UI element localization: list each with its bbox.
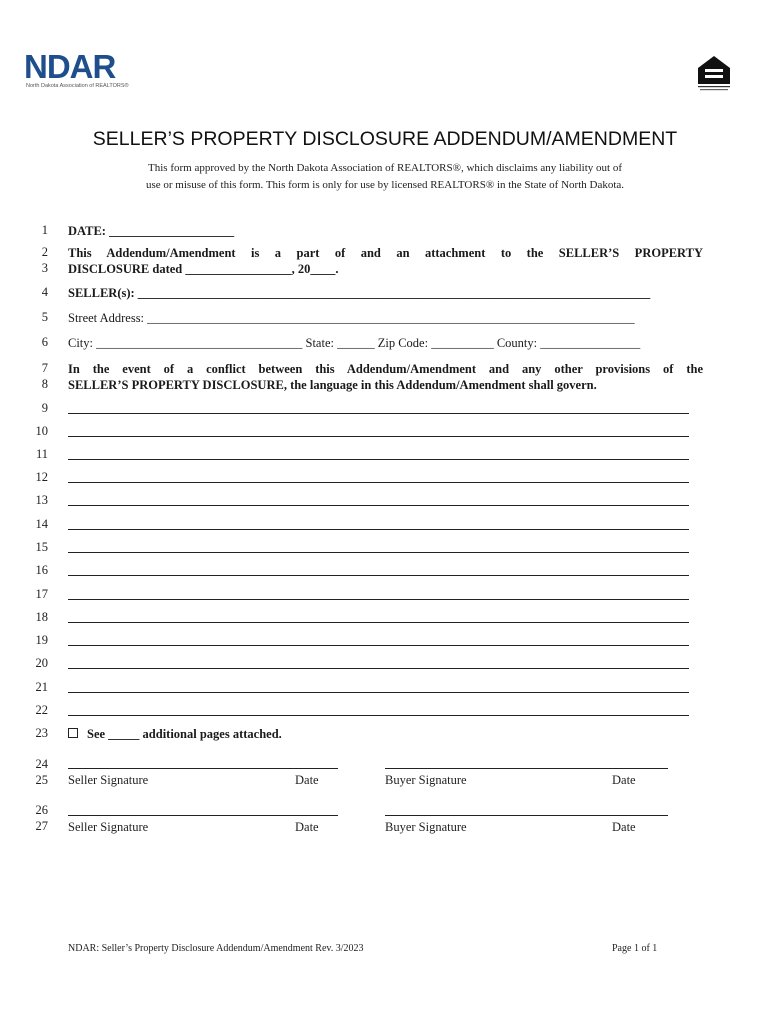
blank-line[interactable] bbox=[68, 459, 689, 460]
logo-subtext: North Dakota Association of REALTORS® bbox=[26, 83, 129, 89]
page-number: Page 1 of 1 bbox=[612, 943, 658, 954]
line-number: 4 bbox=[41, 285, 48, 299]
line-number: 12 bbox=[35, 470, 48, 484]
line-number: 24 bbox=[35, 757, 48, 771]
line-number: 3 bbox=[41, 261, 48, 275]
blank-line[interactable] bbox=[68, 692, 689, 693]
line-number: 5 bbox=[41, 310, 48, 324]
line-number: 26 bbox=[35, 803, 48, 817]
blank-line[interactable] bbox=[68, 575, 689, 576]
line-number: 19 bbox=[35, 633, 48, 647]
line-number: 21 bbox=[35, 680, 48, 694]
blank-line[interactable] bbox=[68, 645, 689, 646]
buyer-signature-label: Buyer Signature bbox=[385, 773, 467, 787]
disclaimer-line-1: This form approved by the North Dakota Association of REALTORS®, which disclaims any liability out of bbox=[148, 162, 622, 174]
blank-line[interactable] bbox=[68, 715, 689, 716]
blank-line[interactable] bbox=[68, 529, 689, 530]
blank-line[interactable] bbox=[68, 668, 689, 669]
footer-form-id: NDAR: Seller’s Property Disclosure Addendum/Amendment Rev. 3/2023 bbox=[68, 943, 364, 954]
disclosure-dated-field[interactable]: DISCLOSURE dated _________________, 20____. bbox=[68, 262, 339, 276]
disclaimer-line-2: use or misuse of this form. This form is only for use by licensed REALTORS® in the State of North Dakota. bbox=[145, 179, 625, 191]
blank-line[interactable] bbox=[68, 599, 689, 600]
date-label: Date bbox=[295, 820, 319, 834]
line-number: 2 bbox=[41, 245, 48, 259]
seller-signature-line-2[interactable] bbox=[68, 815, 338, 816]
buyer-signature-line-1[interactable] bbox=[385, 768, 668, 769]
line-number: 14 bbox=[35, 517, 48, 531]
additional-pages-checkbox[interactable] bbox=[68, 728, 78, 738]
line-number: 20 bbox=[35, 656, 48, 670]
seller-signature-label: Seller Signature bbox=[68, 773, 149, 787]
seller-field[interactable]: SELLER(s): __________________________________________________________________________________ bbox=[68, 286, 651, 300]
additional-pages-row bbox=[68, 726, 703, 742]
buyer-signature-line-2[interactable] bbox=[385, 815, 668, 816]
blank-line[interactable] bbox=[68, 552, 689, 553]
blank-line[interactable] bbox=[68, 436, 689, 437]
line-number: 11 bbox=[35, 447, 48, 461]
conflict-clause-line-1: In the event of a conflict between this Addendum/Amendment and any other provisions of the bbox=[68, 362, 703, 376]
addendum-statement-line-1: This Addendum/Amendment is a part of and an attachment to the SELLER’S PROPERTY bbox=[68, 246, 703, 260]
line-number: 9 bbox=[41, 401, 48, 415]
line-number: 6 bbox=[41, 335, 48, 349]
logo-text: NDAR bbox=[24, 48, 116, 85]
line-number: 8 bbox=[41, 377, 48, 391]
date-field[interactable]: DATE: ____________________ bbox=[68, 224, 235, 238]
blank-line[interactable] bbox=[68, 413, 689, 414]
line-number: 13 bbox=[35, 493, 48, 507]
line-number: 25 bbox=[35, 773, 48, 787]
seller-signature-line-1[interactable] bbox=[68, 768, 338, 769]
ndar-logo bbox=[24, 50, 134, 92]
line-number: 23 bbox=[35, 726, 48, 740]
additional-pages-text: See _____ additional pages attached. bbox=[87, 727, 282, 741]
blank-line[interactable] bbox=[68, 622, 689, 623]
line-number: 18 bbox=[35, 610, 48, 624]
equal-housing-opportunity-icon bbox=[694, 54, 734, 94]
conflict-clause-line-2: SELLER’S PROPERTY DISCLOSURE, the language in this Addendum/Amendment shall govern. bbox=[68, 378, 597, 392]
date-label: Date bbox=[612, 820, 636, 834]
line-number: 17 bbox=[35, 587, 48, 601]
line-number: 15 bbox=[35, 540, 48, 554]
line-number: 1 bbox=[41, 223, 48, 237]
line-number: 27 bbox=[35, 819, 48, 833]
line-number: 10 bbox=[35, 424, 48, 438]
line-number: 22 bbox=[35, 703, 48, 717]
blank-line[interactable] bbox=[68, 505, 689, 506]
page-title: SELLER’S PROPERTY DISCLOSURE ADDENDUM/AMENDMENT bbox=[92, 128, 678, 150]
city-state-zip-county-field[interactable]: City: _________________________________ State: ______ Zip Code: __________ County: ________________ bbox=[68, 336, 641, 350]
form-disclaimer bbox=[0, 160, 770, 194]
seller-signature-label: Seller Signature bbox=[68, 820, 149, 834]
street-address-field[interactable]: Street Address: ______________________________________________________________________________ bbox=[68, 311, 635, 325]
buyer-signature-label: Buyer Signature bbox=[385, 820, 467, 834]
blank-line[interactable] bbox=[68, 482, 689, 483]
line-number: 7 bbox=[41, 361, 48, 375]
line-number: 16 bbox=[35, 563, 48, 577]
date-label: Date bbox=[295, 773, 319, 787]
date-label: Date bbox=[612, 773, 636, 787]
